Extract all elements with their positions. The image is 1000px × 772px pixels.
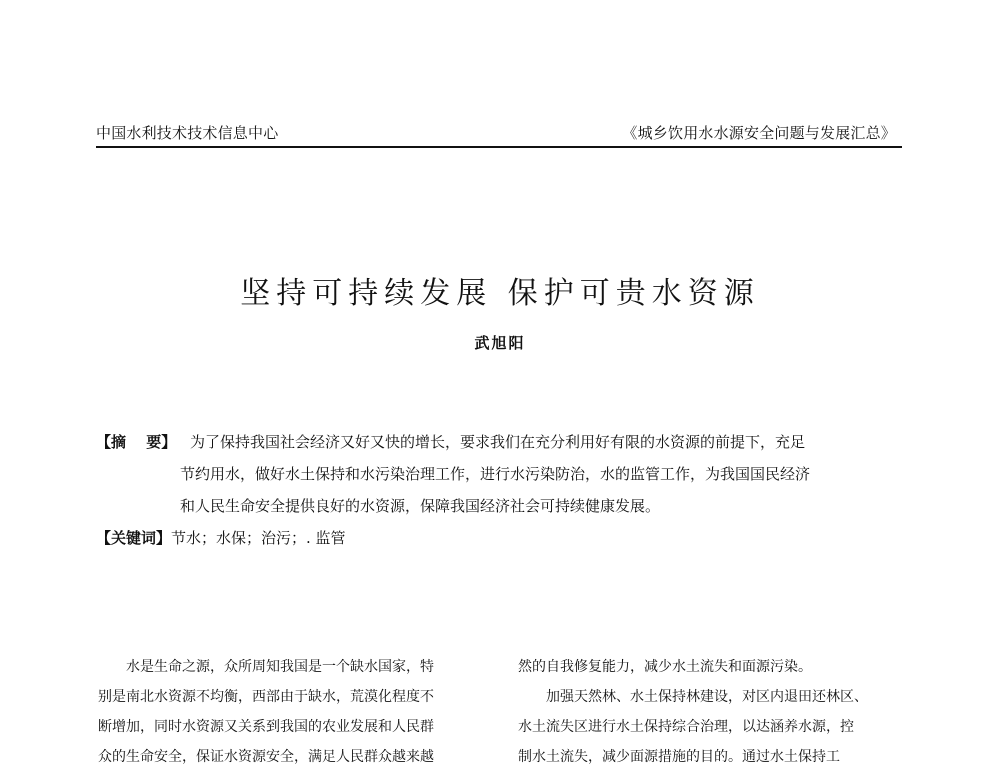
body-line: 水土流失区进行水土保持综合治理，以达涵养水源，控: [518, 719, 854, 735]
body-line: 众的生命安全，保证水资源安全，满足人民群众越来越: [98, 749, 434, 765]
keywords-text: 节水；水保；治污；. 监管: [171, 529, 346, 547]
body-line: 制水土流失，减少面源措施的目的。通过水土保持工: [518, 749, 840, 765]
abstract-body: [180, 426, 902, 522]
header-publication-title: 《城乡饮用水水源安全问题与发展汇总》: [622, 124, 896, 142]
header-organization: 中国水利技术技术信息中心: [96, 124, 279, 142]
body-line: 别是南北水资源不均衡，西部由于缺水，荒漠化程度不: [98, 689, 434, 705]
abstract-line: 为了保持我国社会经济又好又快的增长，要求我们在充分利用好有限的水资源的前提下，充足: [190, 433, 806, 451]
abstract-label: 【摘 要】: [96, 433, 177, 451]
keywords-section: [96, 522, 346, 554]
keywords-label: 【关键词】: [96, 529, 172, 547]
body-line: 水是生命之源，众所周知我国是一个缺水国家，特: [126, 659, 434, 675]
article-title: 坚持可持续发展 保护可贵水资源: [240, 276, 760, 311]
abstract-line: 节约用水，做好水土保持和水污染治理工作，进行水污染防治，水的监管工作，为我国国民经济: [180, 465, 811, 483]
body-right-column: [518, 652, 903, 772]
body-line: 加强天然林、水土保持林建设，对区内退田还林区、: [546, 689, 868, 705]
body-left-column: [98, 652, 478, 772]
article-author: 武旭阳: [474, 334, 526, 352]
abstract-section: [96, 426, 902, 522]
running-header: [96, 118, 902, 148]
abstract-line: 和人民生命安全提供良好的水资源，保障我国经济社会可持续健康发展。: [180, 497, 661, 515]
body-line: 断增加，同时水资源又关系到我国的农业发展和人民群: [98, 719, 434, 735]
body-line: 然的自我修复能力，减少水土流失和面源污染。: [518, 659, 812, 675]
